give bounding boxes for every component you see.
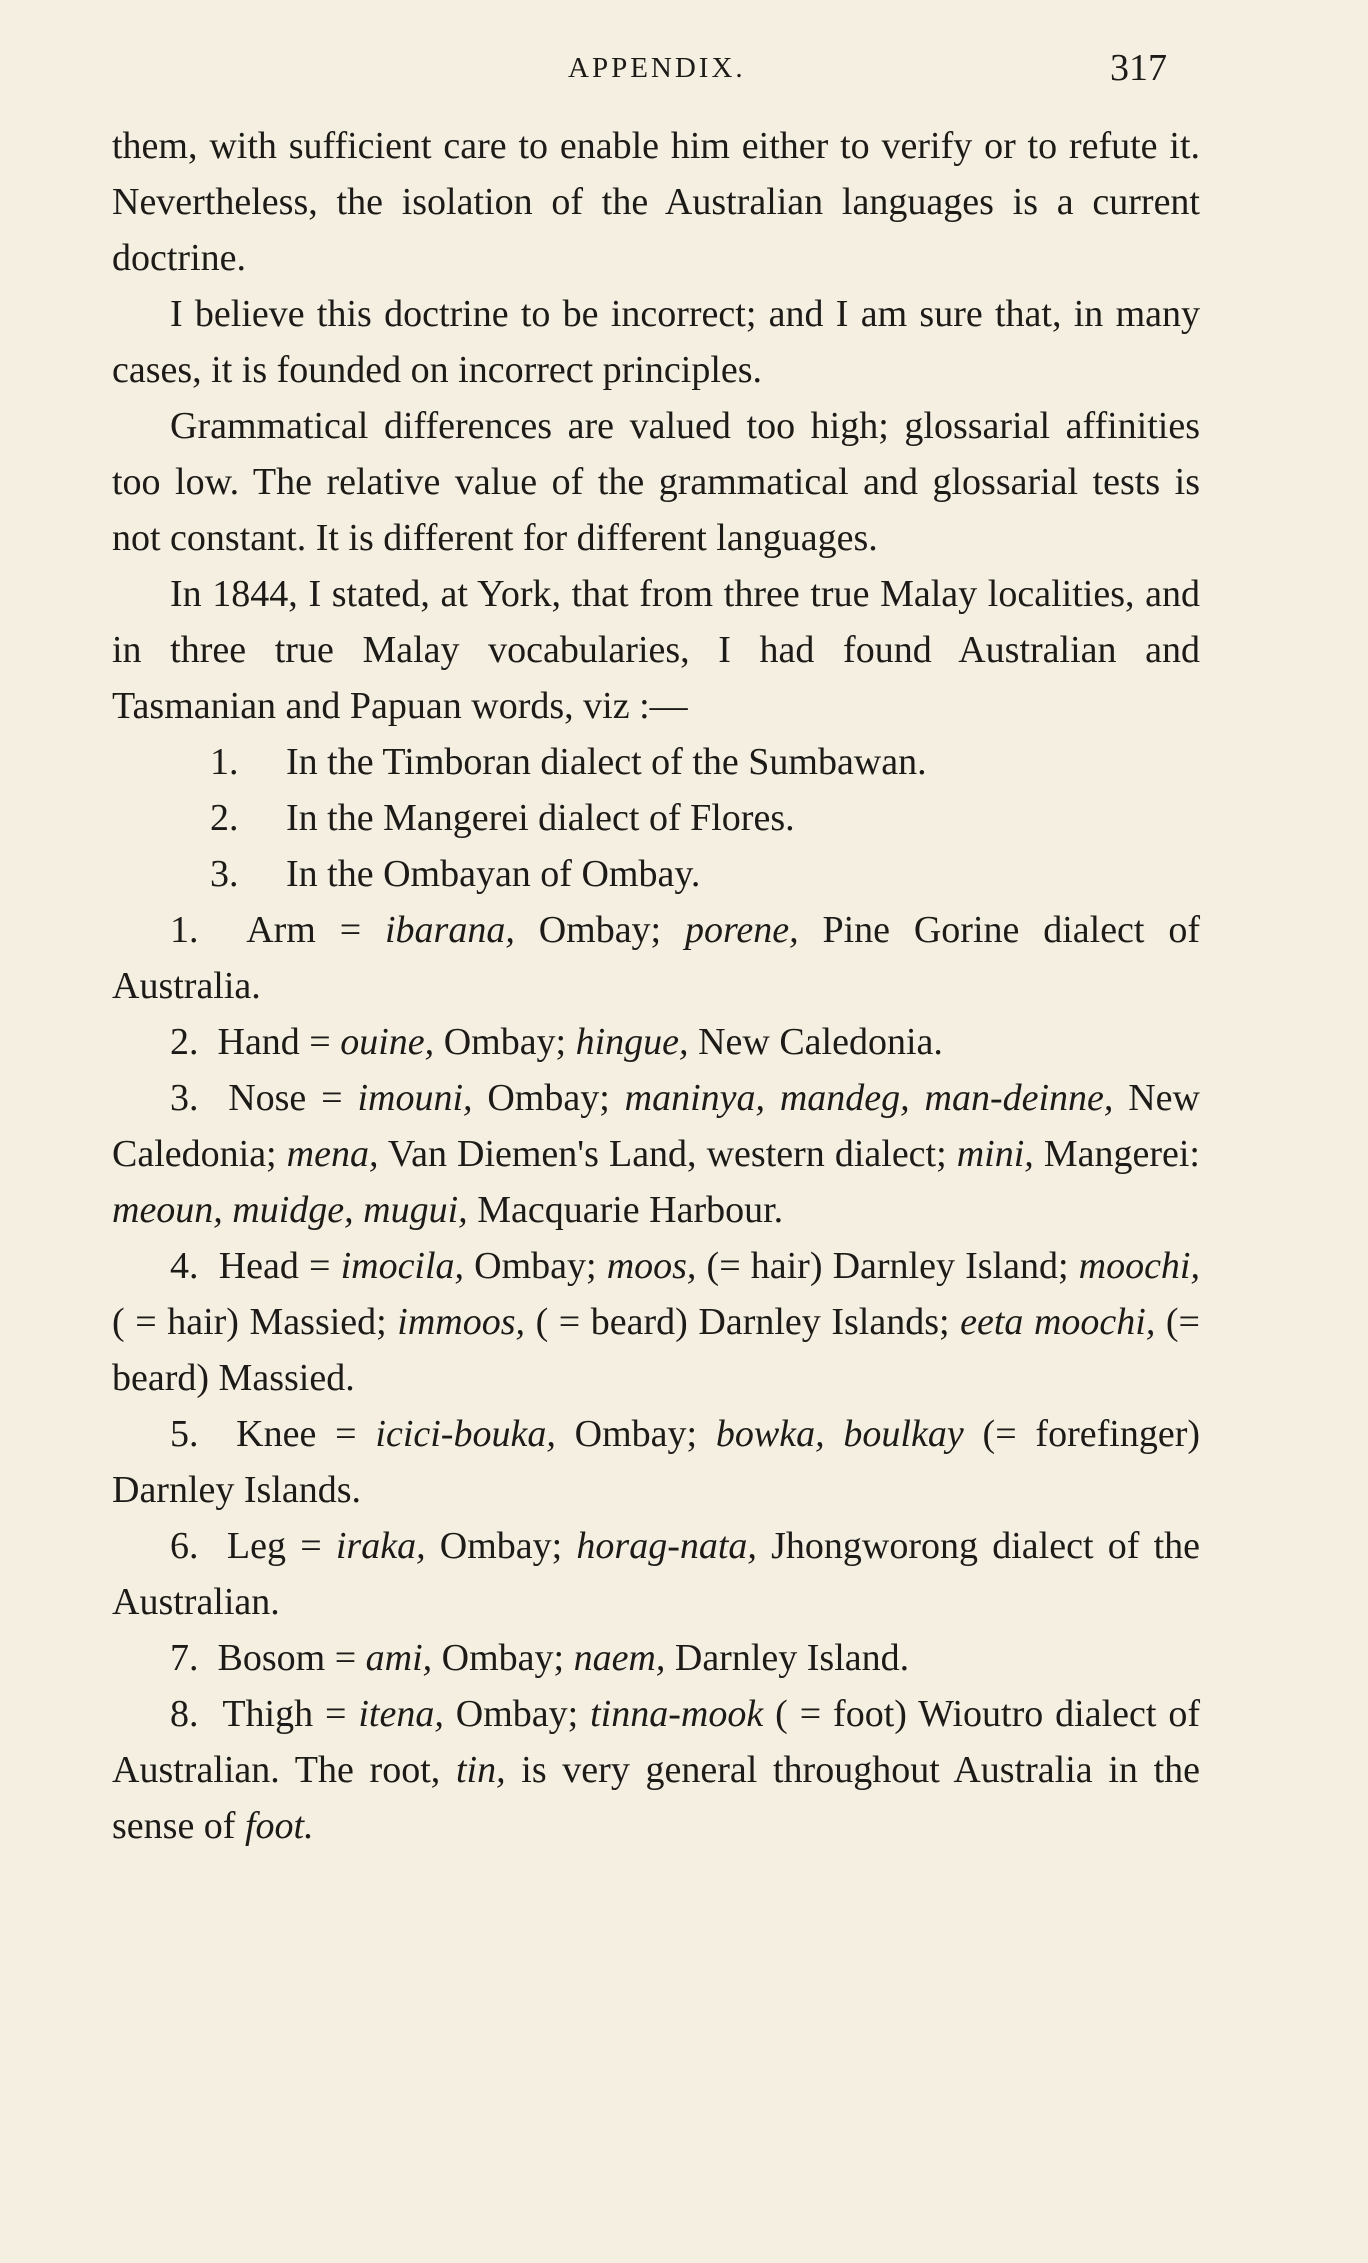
locality-item: 2. In the Mangerei dialect of Flores. (210, 797, 795, 839)
vocabulary-entry: 3. Nose = imouni, Ombay; maninya, mandeg, man-deinne, New Caledonia; mena, Van Diemen's Land, western dialect; mini, Mangerei: meoun, muidge, mugui, Macquarie Harbour. (112, 1077, 1200, 1231)
paragraph: In 1844, I stated, at York, that from three true Malay localities, and in three true Malay vocabularies, I had found Australian and Tasmanian and Papuan words, viz :— (112, 573, 1200, 727)
running-title: APPENDIX. (568, 52, 746, 84)
vocabulary-entry: 8. Thigh = itena, Ombay; tinna-mook ( = foot) Wioutro dialect of Australian. The root, tin, is very general throughout Australia in the sense of foot. (112, 1693, 1201, 1847)
locality-item: 1. In the Timboran dialect of the Sumbawan. (210, 741, 927, 783)
paragraph: them, with sufficient care to enable him either to verify or to refute it. Nevertheless, the isolation of the Australian languages is a current doctrine. (112, 125, 1200, 279)
locality-item: 3. In the Ombayan of Ombay. (210, 853, 701, 895)
paragraph: I believe this doctrine to be incorrect; and I am sure that, in many cases, it is founded on incorrect principles. (112, 293, 1200, 391)
body-text (112, 118, 1200, 1854)
vocabulary-entry: 6. Leg = iraka, Ombay; horag-nata, Jhongworong dialect of the Australian. (112, 1525, 1200, 1623)
paragraph: Grammatical differences are valued too high; glossarial affinities too low. The relative value of the grammatical and glossarial tests is not constant. It is different for different languages. (112, 405, 1200, 559)
page-header (0, 46, 1368, 106)
vocabulary-entry: 5. Knee = icici-bouka, Ombay; bowka, boulkay (= forefinger) Darnley Islands. (112, 1413, 1200, 1511)
vocabulary-entry: 7. Bosom = ami, Ombay; naem, Darnley Island. (170, 1637, 910, 1679)
vocabulary-entry: 4. Head = imocila, Ombay; moos, (= hair) Darnley Island; moochi, ( = hair) Massied; immoos, ( = beard) Darnley Islands; eeta moochi, (= beard) Massied. (112, 1245, 1200, 1399)
page-number: 317 (1110, 47, 1167, 89)
vocabulary-entry: 2. Hand = ouine, Ombay; hingue, New Caledonia. (170, 1021, 943, 1063)
vocabulary-entry: 1. Arm = ibarana, Ombay; porene, Pine Gorine dialect of Australia. (112, 909, 1200, 1007)
